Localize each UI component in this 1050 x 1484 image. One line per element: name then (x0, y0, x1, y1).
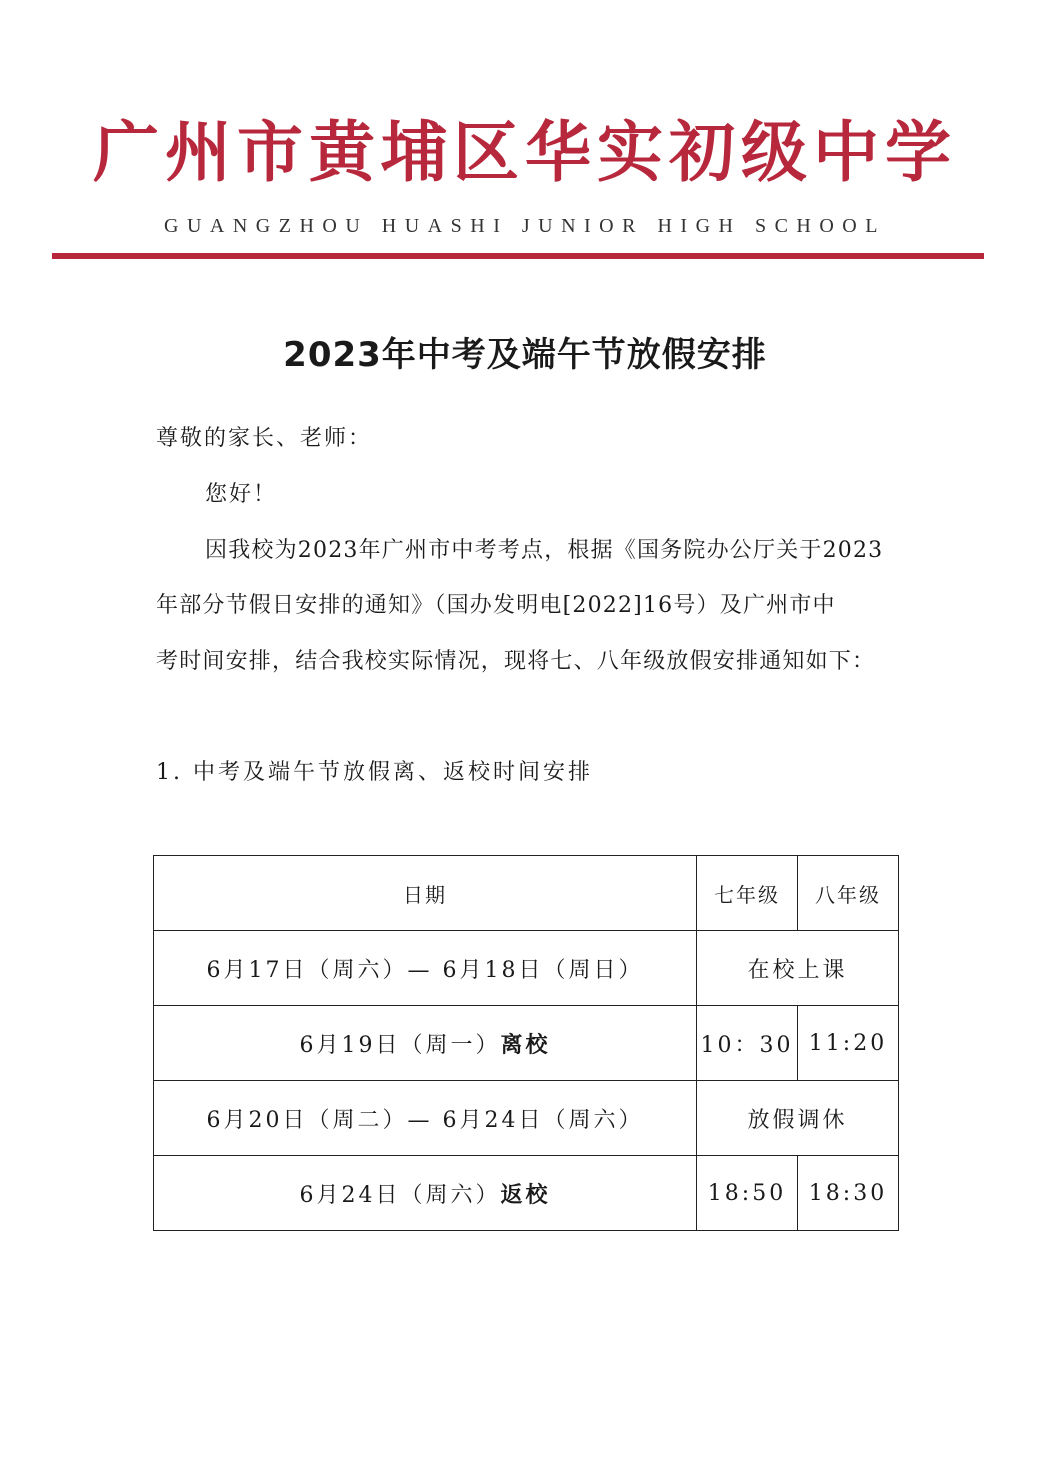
table-row (154, 1006, 899, 1081)
document-title: 2023年中考及端午节放假安排 (283, 335, 767, 375)
body-line-1: 因我校为2023年广州市中考考点，根据《国务院办公厅关于2023 (205, 538, 884, 563)
schedule-table (153, 855, 899, 1231)
header-date: 日期 (154, 856, 697, 931)
greeting: 您好！ (205, 482, 278, 507)
letterhead-rule (52, 253, 984, 259)
row1-date: 6月17日（周六）— 6月18日（周日） (154, 931, 697, 1006)
table-row (154, 1156, 899, 1231)
section-heading: 1. 中考及端午节放假离、返校时间安排 (156, 760, 593, 785)
row4-date-text: 6月24日（周六） (299, 1182, 501, 1208)
row1-status: 在校上课 (697, 931, 899, 1006)
row4-date (154, 1156, 697, 1231)
body-line-3: 考时间安排，结合我校实际情况，现将七、八年级放假安排通知如下： (156, 649, 876, 674)
row2-grade8-time: 11:20 (798, 1006, 899, 1081)
row4-date-action: 返校 (500, 1181, 551, 1208)
row3-status: 放假调休 (697, 1081, 899, 1156)
row2-date-action: 离校 (500, 1031, 551, 1058)
table-header-row (154, 856, 899, 931)
row2-date (154, 1006, 697, 1081)
table-row (154, 1081, 899, 1156)
row3-date: 6月20日（周二）— 6月24日（周六） (154, 1081, 697, 1156)
school-name-en: GUANGZHOU HUASHI JUNIOR HIGH SCHOOL (164, 215, 886, 237)
salutation: 尊敬的家长、老师： (156, 426, 373, 451)
row2-grade7-time: 10：30 (697, 1006, 798, 1081)
school-name-cn: 广州市黄埔区华实初级中学 (93, 113, 957, 191)
table-row (154, 931, 899, 1006)
header-grade7: 七年级 (697, 856, 798, 931)
row4-grade8-time: 18:30 (798, 1156, 899, 1231)
row2-date-text: 6月19日（周一） (299, 1032, 501, 1058)
header-grade8: 八年级 (798, 856, 899, 931)
row4-grade7-time: 18:50 (697, 1156, 798, 1231)
body-line-2: 年部分节假日安排的通知》（国办发明电[2022]16号）及广州市中 (156, 593, 836, 618)
